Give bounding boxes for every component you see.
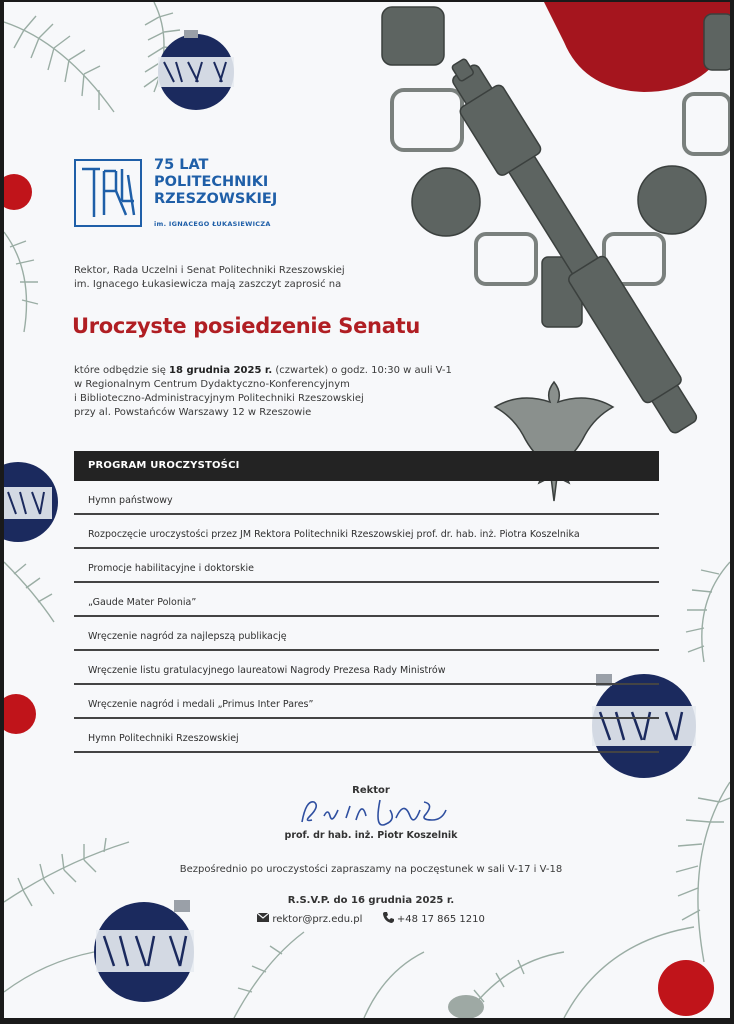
phone-icon	[383, 912, 394, 926]
contact-info	[4, 912, 730, 926]
event-date: 18 grudnia 2025 r.	[169, 365, 273, 376]
ornament-icon	[158, 30, 234, 110]
program-item: Wręczenie listu gratulacyjnego laureatowi Nagrody Prezesa Rady Ministrów	[74, 653, 659, 685]
contact-phone[interactable]: +48 17 865 1210	[396, 914, 485, 925]
intro-line-1: Rektor, Rada Uczelni i Senat Politechniki Rzeszowskiej	[74, 265, 345, 276]
details-prefix: które odbędzie się	[74, 365, 170, 376]
details-time-place: (czwartek) o godz. 10:30 w auli V-1	[272, 365, 452, 376]
event-details	[74, 364, 494, 420]
program-heading: PROGRAM UROCZYSTOŚCI	[74, 451, 659, 481]
university-logo	[74, 157, 289, 235]
details-line-1	[74, 364, 494, 378]
program-item: Hymn państwowy	[74, 483, 659, 515]
ornament-icon	[658, 960, 714, 1016]
handwritten-signature	[284, 792, 464, 832]
intro-line-2: im. Ignacego Łukasiewicza mają zaszczyt zaprosić na	[74, 279, 342, 290]
logo-line-3: RZESZOWSKIEJ	[154, 191, 278, 207]
event-title: Uroczyste posiedzenie Senatu	[72, 314, 420, 338]
signature-role: Rektor	[352, 785, 390, 796]
ornament-icon	[4, 462, 58, 542]
details-line-2: w Regionalnym Centrum Dydaktyczno-Konferencyjnym	[74, 379, 350, 390]
program-item: Hymn Politechniki Rzeszowskiej	[74, 721, 659, 753]
details-line-4: przy al. Powstańców Warszawy 12 w Rzeszowie	[74, 407, 312, 418]
details-line-3: i Biblioteczno-Administracyjnym Politechniki Rzeszowskiej	[74, 393, 364, 404]
program-item: Wręczenie nagród i medali „Primus Inter Pares”	[74, 687, 659, 719]
logo-line-1: 75 LAT	[154, 157, 209, 173]
program-item: Promocje habilitacyjne i doktorskie	[74, 551, 659, 583]
envelope-icon	[257, 913, 269, 925]
contact-email[interactable]: rektor@prz.edu.pl	[272, 914, 363, 925]
logo-mark-icon	[74, 159, 142, 227]
program-item: Wręczenie nagród za najlepszą publikację	[74, 619, 659, 651]
signature-name: prof. dr hab. inż. Piotr Koszelnik	[284, 830, 458, 841]
program-item: Rozpoczęcie uroczystości przez JM Rektora Politechniki Rzeszowskiej prof. dr. hab. inż. Piotra Koszelnika	[74, 517, 659, 549]
red-cloth	[544, 2, 730, 92]
ornament-icon	[4, 694, 36, 734]
invitation-card	[4, 2, 730, 1018]
logo-line-2: POLITECHNIKI	[154, 174, 269, 190]
intro-text	[74, 264, 404, 292]
pine-cone-icon	[448, 995, 484, 1018]
logo-text	[154, 157, 277, 208]
ornament-icon	[4, 174, 32, 210]
rsvp-deadline: R.S.V.P. do 16 grudnia 2025 r.	[287, 895, 455, 906]
program-item: „Gaude Mater Polonia”	[74, 585, 659, 617]
logo-subtitle: im. IGNACEGO ŁUKASIEWICZA	[154, 220, 271, 228]
program-list	[74, 483, 659, 755]
reception-invite: Bezpośrednio po uroczystości zapraszamy na poczęstunek w sali V-17 i V-18	[179, 864, 563, 875]
